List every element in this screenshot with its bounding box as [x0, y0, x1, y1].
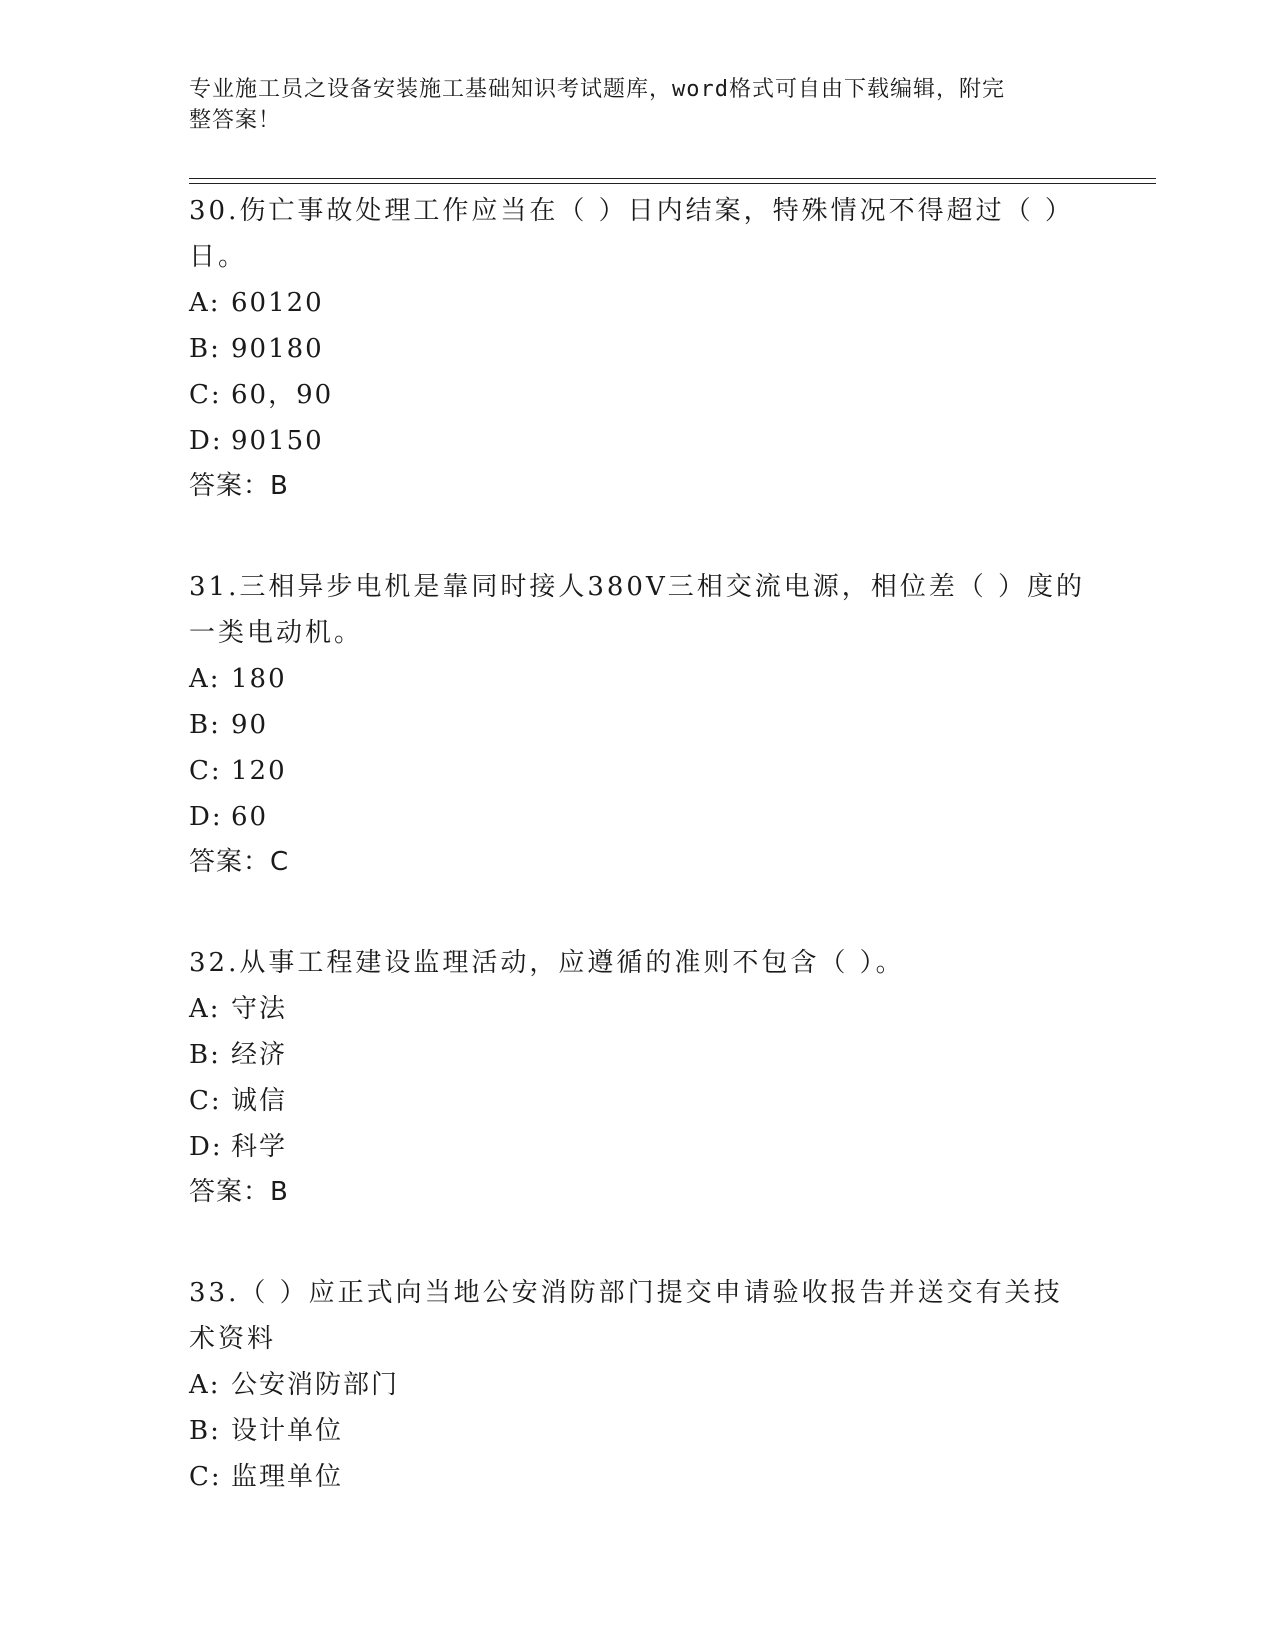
option-a [189, 1362, 1089, 1408]
option-a [189, 280, 1089, 326]
option-c [189, 1454, 1089, 1500]
option-key: A: [189, 994, 221, 1024]
option-text: 60 [231, 802, 269, 832]
question-stem [189, 564, 1089, 656]
option-key: C: [189, 380, 222, 410]
header-line-1: 专业施工员之设备安装施工基础知识考试题库，word格式可自由下载编辑，附完 [189, 77, 1005, 102]
option-b [189, 702, 1089, 748]
option-key: C: [189, 1086, 222, 1116]
option-text: 90 [231, 710, 269, 740]
option-b [189, 326, 1089, 372]
question-stem-line: 30.伤亡事故处理工作应当在（ ）日内结案，特殊情况不得超过（ ） [189, 196, 1074, 226]
option-text: 180 [231, 664, 287, 694]
question-stem [189, 188, 1089, 280]
option-text: 诚信 [231, 1086, 288, 1116]
answer-line: 答案：C [189, 847, 290, 877]
option-text: 公安消防部门 [231, 1370, 400, 1400]
option-key: C: [189, 756, 222, 786]
option-text: 监理单位 [231, 1462, 344, 1492]
option-text: 科学 [231, 1132, 288, 1162]
option-key: D: [189, 426, 223, 456]
question-spacer [189, 1214, 1089, 1270]
option-c [189, 372, 1089, 418]
option-text: 经济 [231, 1040, 288, 1070]
question-stem [189, 940, 1089, 986]
document-header [189, 74, 1089, 136]
option-key: B: [189, 1040, 221, 1070]
question-stem [189, 1270, 1089, 1362]
question-stem-line: 33.（ ）应正式向当地公安消防部门提交申请验收报告并送交有关技 [189, 1278, 1063, 1308]
question-stem-line: 日。 [189, 242, 248, 272]
option-b [189, 1408, 1089, 1454]
option-key: C: [189, 1462, 222, 1492]
option-key: B: [189, 1416, 221, 1446]
answer-line: 答案：B [189, 1177, 289, 1207]
question-stem-line: 31.三相异步电机是靠同时接人380V三相交流电源，相位差（ ）度的 [189, 572, 1086, 602]
question-stem-line: 一类电动机。 [189, 618, 364, 648]
answer-line: 答案：B [189, 471, 289, 501]
option-key: B: [189, 334, 221, 364]
question-stem-line: 32.从事工程建设监理活动，应遵循的准则不包含（ ）。 [189, 948, 905, 978]
option-a [189, 986, 1089, 1032]
option-c [189, 1078, 1089, 1124]
header-line-2: 整答案！ [189, 108, 282, 133]
option-text: 90180 [231, 334, 324, 364]
option-text: 90150 [231, 426, 324, 456]
question-item [189, 564, 1089, 884]
question-item [189, 1270, 1089, 1500]
question-spacer [189, 508, 1089, 564]
header-divider-bottom [189, 183, 1156, 184]
option-a [189, 656, 1089, 702]
option-text: 设计单位 [231, 1416, 344, 1446]
option-d [189, 418, 1089, 464]
option-d [189, 794, 1089, 840]
question-item [189, 940, 1089, 1214]
option-text: 守法 [231, 994, 288, 1024]
option-text: 60120 [231, 288, 324, 318]
option-key: A: [189, 664, 221, 694]
option-b [189, 1032, 1089, 1078]
option-key: D: [189, 802, 223, 832]
option-key: A: [189, 288, 221, 318]
question-item [189, 188, 1089, 508]
header-divider-top [189, 178, 1156, 179]
option-text: 60，90 [231, 380, 334, 410]
option-text: 120 [231, 756, 287, 786]
option-key: B: [189, 710, 221, 740]
option-d [189, 1124, 1089, 1170]
option-key: D: [189, 1132, 223, 1162]
question-spacer [189, 884, 1089, 940]
question-list [189, 188, 1089, 1500]
option-key: A: [189, 1370, 221, 1400]
option-c [189, 748, 1089, 794]
question-stem-line: 术资料 [189, 1324, 277, 1354]
